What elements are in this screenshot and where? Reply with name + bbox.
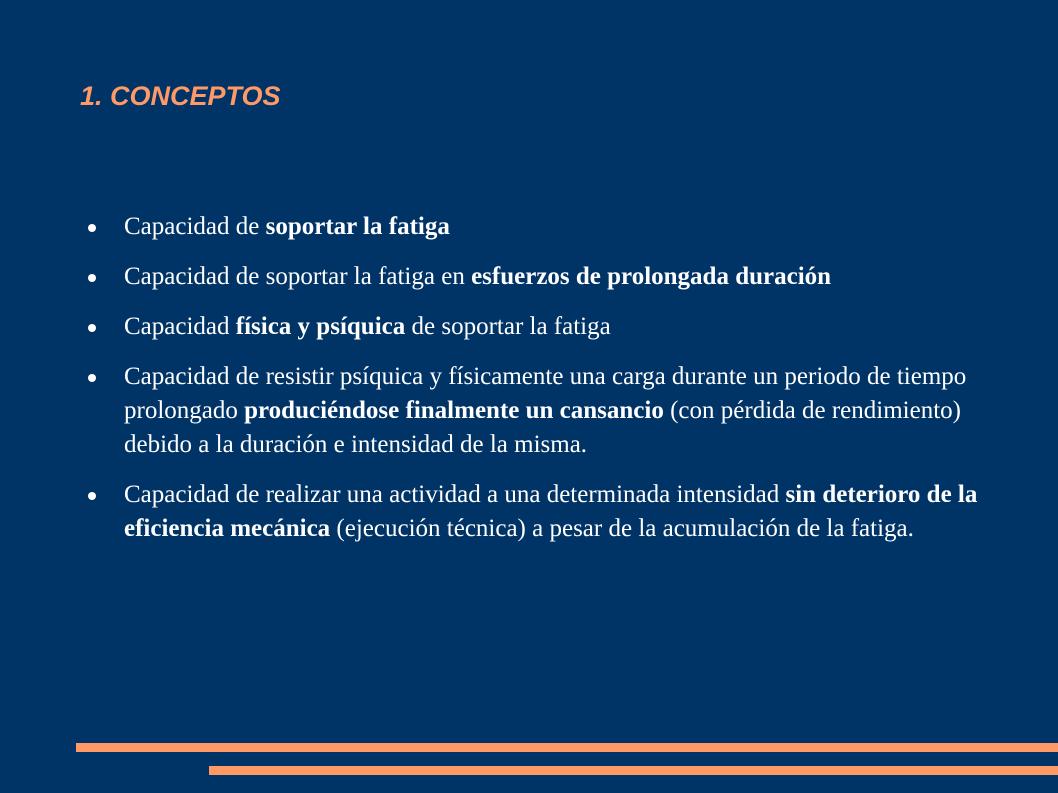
bullet-item [88,260,1008,294]
bullet-item [88,310,1008,344]
bullet-text-bold: sin deterioro de la eficiencia mecánica [124,481,978,542]
bullet-text-plain: Capacidad de soportar la fatiga en [124,263,472,290]
bullet-text-plain: (con pérdida de rendimiento) debido a la duración e intensidad de la misma. [124,397,961,458]
bullet-list [88,210,1008,562]
bullet-dot-icon [88,224,96,232]
accent-bar-bottom [209,766,1058,775]
bullet-item [88,360,1008,462]
bullet-text-plain: Capacidad de realizar una actividad a una determinada intensidad [124,481,786,508]
accent-bar-top [76,743,1058,752]
bullet-text-plain: Capacidad de [124,213,266,240]
bullet-item [88,478,1008,546]
bullet-text-bold: esfuerzos de prolongada duración [471,263,832,290]
bullet-text-plain: Capacidad [124,313,236,340]
bullet-text-plain: (ejecución técnica) a pesar de la acumulación de la fatiga. [330,515,914,542]
bullet-text-bold: física y psíquica [235,313,406,340]
bullet-dot-icon [88,374,96,382]
slide-title: 1. CONCEPTOS [80,81,281,111]
bullet-text-plain: de soportar la fatiga [405,313,611,340]
bullet-dot-icon [88,274,96,282]
bullet-text-plain: Capacidad de resistir psíquica y físicamente una carga durante un periodo de tiempo prolongado [124,363,967,424]
bullet-text-bold: soportar la fatiga [265,213,450,240]
bullet-dot-icon [88,492,96,500]
bullet-item [88,210,1008,244]
bullet-text-bold: produciéndose finalmente un cansancio [244,397,664,424]
bullet-dot-icon [88,324,96,332]
